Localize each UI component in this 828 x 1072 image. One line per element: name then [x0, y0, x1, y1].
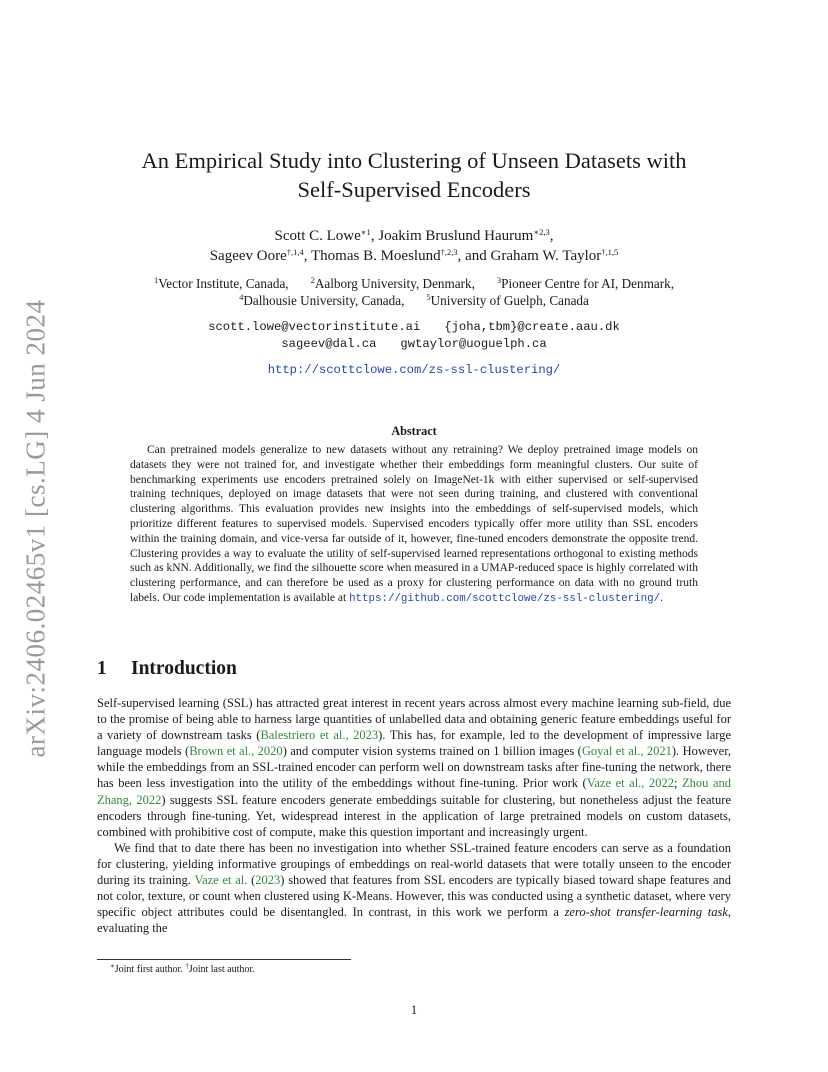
- author-name: Graham W. Taylor: [490, 248, 602, 264]
- title-line-1: An Empirical Study into Clustering of Unseen Datasets with: [141, 148, 687, 173]
- paragraph: [97, 695, 731, 840]
- citation-link[interactable]: Goyal et al., 2021: [581, 744, 672, 759]
- arxiv-identifier: arXiv:2406.02465v1 [cs.LG] 4 Jun 2024: [20, 299, 51, 757]
- footnote-rule: [97, 959, 351, 960]
- author-list: [90, 226, 738, 266]
- footnote: [110, 964, 255, 975]
- author-affiliation-mark: †,2,3: [440, 247, 458, 257]
- affiliation-mark: 2: [310, 275, 315, 285]
- affiliation-name: University of Guelph, Canada: [430, 293, 589, 308]
- email-address: scott.lowe@vectorinstitute.ai: [208, 320, 421, 334]
- paragraph-text: ). This has, for example, led to the development of impressive large language models (: [97, 728, 731, 759]
- affiliation-name: Vector Institute, Canada,: [158, 276, 289, 291]
- author-name: Thomas B. Moeslund: [311, 248, 441, 264]
- affiliation-mark: 5: [426, 292, 431, 302]
- footnote-mark: †: [185, 962, 189, 970]
- email-address: gwtaylor@uoguelph.ca: [400, 337, 547, 351]
- author-conjunction: and: [465, 248, 487, 264]
- abstract-text: [130, 443, 698, 607]
- section-number: 1: [97, 658, 107, 679]
- email-address: {joha,tbm}@create.aau.dk: [444, 320, 620, 334]
- affiliation-name: Pioneer Centre for AI, Denmark,: [501, 276, 675, 291]
- paragraph-text: We find that to date there has been no investigation into whether SSL-trained feature encoders can serve as a foundation for clustering, yielding informative groupings of embeddings on real-world datasets that were totally unseen to the encoder during its training.: [97, 840, 731, 888]
- paragraph-text: ;: [673, 776, 683, 791]
- paragraph-text: ). However, while the embeddings from an SSL-trained encoder can perform well on downstream tasks after fine-tuning the network, there has been less investigation into the utility of the embeddings without fine-tuning. Prior work (: [97, 744, 732, 791]
- project-url-link[interactable]: http://scottclowe.com/zs-ssl-clustering/: [267, 363, 561, 377]
- affiliation-line-1: [90, 275, 738, 292]
- author-name: Joakim Bruslund Haurum: [378, 228, 534, 244]
- abstract-body: Can pretrained models generalize to new datasets without any retraining? We deploy pretrained image models on datasets they were not trained for, and investigate whether their embeddings form meaningful clusters. Our suite of benchmarking experiments use encoders pretrained solely on ImageNet-1k with either supervised or self-supervised training techniques, deployed on image datasets that were not seen during training, and clustered with conventional clustering algorithms. This evaluation provides new insights into the embeddings of self-supervised models, which prioritize different features to supervised models. Supervised encoders typically offer more utility than SSL encoders within the training domain, and vice-versa far outside of it, however, fine-tuned encoders demonstrate the opposite trend. Clustering provides a way to evaluate the utility of self-supervised learned representations orthogonal to existing methods such as kNN. Additionally, we find the silhouette score when measured in a UMAP-reduced space is highly correlated with clustering performance, and can therefore be used as a proxy for clustering performance on data with no ground truth labels. Our code implementation is available at: [130, 444, 698, 604]
- affiliation-mark: 1: [153, 275, 159, 285]
- page-number: 1: [410, 1003, 418, 1017]
- section-heading: [97, 658, 237, 680]
- citation-link[interactable]: Vaze et al.: [194, 873, 248, 888]
- citation-link[interactable]: Vaze et al., 2022: [586, 776, 674, 791]
- code-repository-link[interactable]: https://github.com/scottclowe/zs-ssl-clustering/: [349, 592, 661, 605]
- affiliation-name: Dalhousie University, Canada,: [243, 293, 405, 308]
- introduction-body: [97, 695, 731, 936]
- email-line-1: [90, 319, 738, 336]
- author-line-2: Sageev Oore$^{\dagger,1,4}$, Thomas B. Moeslund$^{\dagger,2,3}$, and Graham W. Taylor$^{\dagger,1,5}$: [209, 247, 619, 264]
- affiliation-name: Aalborg University, Denmark,: [314, 276, 475, 291]
- paragraph-text: showed that features from SSL encoders are typically biased toward shape features and not color, texture, or count when clustered using K-Means. However, this was conducted using a synthetic dataset, where very specific object attributes could be disentangled. In contrast, in this work we perform a: [97, 873, 732, 920]
- citation-link[interactable]: Zhou and Zhang, 2022: [97, 776, 732, 807]
- arxiv-side-stamp: [16, 296, 56, 760]
- emphasized-term: zero-shot transfer-learning task: [564, 905, 728, 920]
- author-affiliation-mark: ∗1: [360, 227, 371, 237]
- paragraph-text: ) suggests SSL feature encoders generate embeddings suitable for clustering, but nonetheless adjust the feature encoders through fine-tuning. Yet, widespread interest in the application of large pretrained models on custom datasets, combined with prohibitive cost of compute, make this question important and increasingly urgent.: [97, 792, 731, 839]
- paragraph-text: , evaluating the: [97, 905, 732, 936]
- author-affiliation-mark: ∗2,3: [533, 227, 550, 237]
- section-title: Introduction: [131, 658, 237, 679]
- affiliations: [90, 275, 738, 309]
- citation-link[interactable]: Balestriero et al., 2023: [260, 728, 379, 743]
- email-line-2: [90, 336, 738, 353]
- paper-title: [90, 146, 738, 204]
- paragraph: We find that to date there has been no investigation into whether SSL-trained feature encoders can serve as a foundation for clustering, yielding informative groupings of embeddings on real-world datasets that were totally unseen to the encoder during its training. Vaze et al. (2023) showed that features from SSL encoders are typically biased toward shape features and not color, texture, or count when clustered using K-Means. However, this was conducted using a synthetic dataset, where very specific object attributes could be disentangled. In contrast, in this work we perform a zero-shot transfer-learning task, evaluating the: [97, 840, 732, 936]
- paragraph-text: Self-supervised learning (SSL) has attracted great interest in recent years across almost every machine learning sub-field, due to the promise of being able to harness large quantities of unlabelled data and obtaining generic feature embeddings useful for a variety of downstream tasks (: [97, 696, 731, 743]
- author-name: Scott C. Lowe: [274, 228, 361, 244]
- author-emails: [90, 319, 738, 353]
- title-line-2: Self-Supervised Encoders: [297, 177, 531, 202]
- author-name: Sageev Oore: [209, 248, 287, 264]
- footnote-mark: ∗: [110, 962, 115, 970]
- email-address: sageev@dal.ca: [281, 337, 377, 351]
- abstract-end-punctuation: .: [660, 591, 663, 604]
- affiliation-mark: 4: [239, 292, 244, 302]
- citation-link[interactable]: Brown et al., 2020: [189, 744, 283, 759]
- author-affiliation-mark: †,1,4: [286, 247, 304, 257]
- paragraph-text: ) and computer vision systems trained on 1 billion images (: [282, 744, 582, 759]
- author-affiliation-mark: †,1,5: [601, 247, 619, 257]
- citation-year-link[interactable]: 2023: [255, 873, 281, 888]
- affiliation-line-2: [90, 292, 738, 309]
- footnote-text: Joint last author.: [188, 964, 255, 975]
- author-line-1: Scott C. Lowe$^{∗1}$, Joakim Bruslund Haurum$^{∗2,3}$,: [274, 227, 554, 244]
- affiliation-mark: 3: [496, 275, 502, 285]
- abstract-heading: Abstract: [391, 424, 437, 438]
- footnote-text: Joint first author.: [114, 964, 183, 975]
